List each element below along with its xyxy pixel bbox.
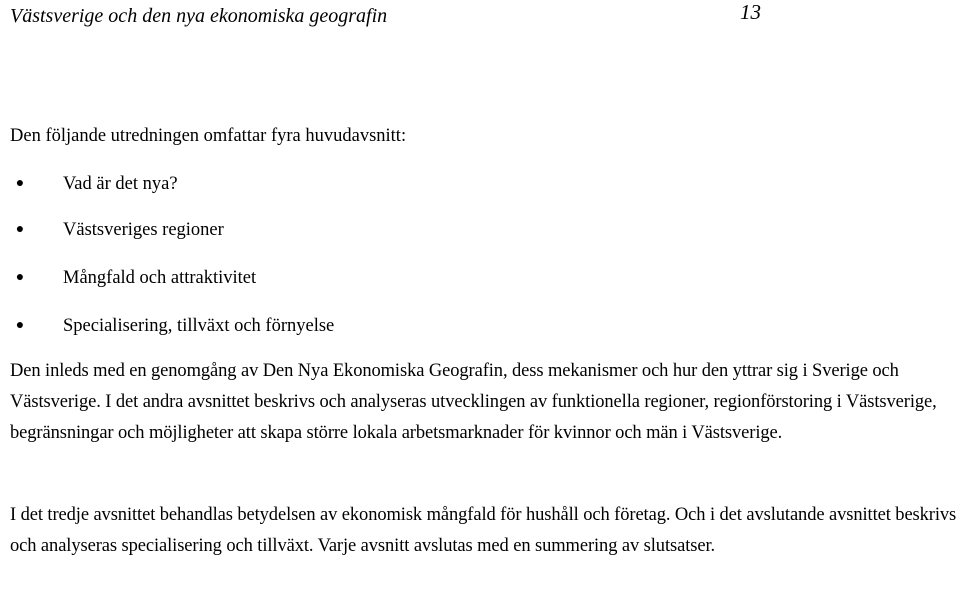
intro-sentence: Den följande utredningen omfattar fyra huvudavsnitt: <box>10 126 407 146</box>
bullet-icon: ● <box>15 176 25 191</box>
bullet-icon: ● <box>15 222 25 237</box>
page-number: 13 <box>740 0 761 24</box>
list-item-label: Vad är det nya? <box>63 174 178 194</box>
body-paragraph: I det tredje avsnittet behandlas betydelsen av ekonomisk mångfald för hushåll och företag. Och i det avslutande avsnittet beskrivs och analyseras specialisering och tillväxt. Varje avsnitt avslutas med en summering av slutsatser. <box>10 505 957 556</box>
list-item-label: Specialisering, tillväxt och förnyelse <box>63 316 335 336</box>
running-header: Västsverige och den nya ekonomiska geografin <box>10 5 388 27</box>
body-paragraph: Den inleds med en genomgång av Den Nya Ekonomiska Geografin, dess mekanismer och hur den yttrar sig i Sverige och Västsverige. I det andra avsnittet beskrivs och analyseras utvecklingen av funktionella regioner, regionförstoring i Västsverige, begränsningar och möjligheter att skapa större lokala arbetsmarknader för kvinnor och män i Västsverige. <box>10 361 937 443</box>
bullet-icon: ● <box>15 318 25 333</box>
list-item-label: Västsveriges regioner <box>63 220 224 240</box>
list-item-label: Mångfald och attraktivitet <box>63 268 257 288</box>
bullet-icon: ● <box>15 270 25 285</box>
